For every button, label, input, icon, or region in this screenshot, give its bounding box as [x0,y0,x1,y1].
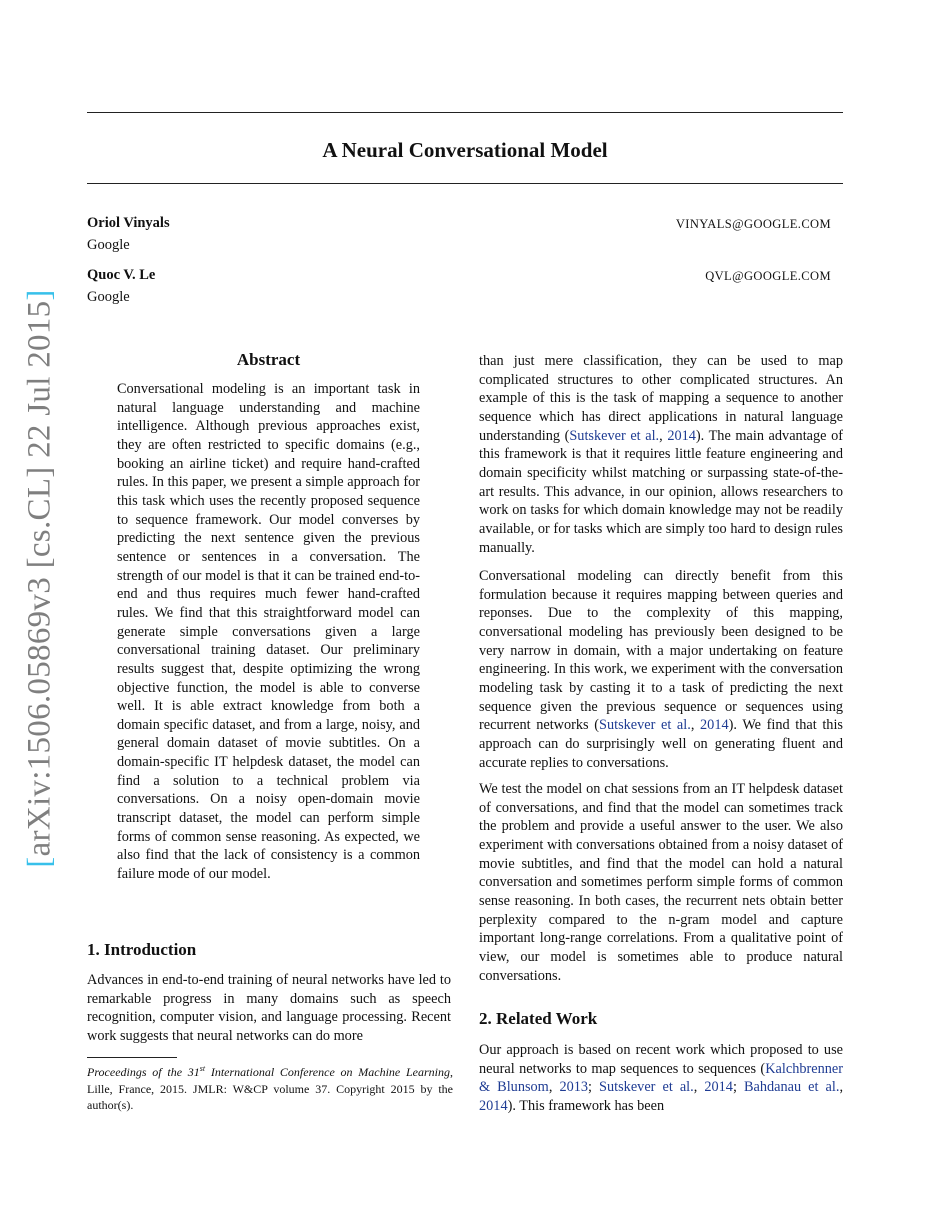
citation-link[interactable]: Sutskever et al. [569,427,660,444]
citation-link[interactable]: Kalchbrenner & Blunsom [479,1060,843,1096]
citation-year-link[interactable]: 2013 [559,1079,589,1096]
author-affiliation: Google [87,289,130,305]
citation-year-link[interactable]: 2014 [667,427,696,444]
section-heading-introduction: 1. Introduction [87,940,197,959]
citation-year-link[interactable]: 2014 [479,1097,508,1114]
arxiv-stamp[interactable]: [arXiv:1506.05869v3 [cs.CL] 22 Jul 2015] [21,288,58,868]
arxiv-id: arXiv:1506.05869v3 [cs.CL] 22 Jul 2015 [21,300,58,856]
body-paragraph: We test the model on chat sessions from an IT helpdesk dataset of conversations, and find that the model can sometimes track the problem and provide a useful answer to the user. We also experiment with conversations obtained from a noisy dataset of movie subtitles, and find that the model can hold a natural conversation and sometimes perform simple forms of common sense reasoning. In both cases, the recurrent nets obtain better perplexity compared to the n-gram model and capture important long-range correlations. From a qualitative point of view, our model is sometimes able to produce natural conversations. [479,781,843,984]
footnote: Proceedings of the 31st International Conference on Machine Learning, Lille, France, 2015. JMLR: W&CP volume 37. Copyright 2015 by the author(s). [87,1064,454,1113]
body-paragraph: Our approach is based on recent work which proposed to use neural networks to map sequences to sequences (Kalchbrenner & Blunsom, 2013; Sutskever et al., 2014; Bahdanau et al., 2014). This framework has been [479,1042,844,1114]
citation-year-link[interactable]: 2014 [700,717,729,734]
body-paragraph: Conversational modeling can directly benefit from this formulation because it requires mapping between queries and reponses. Due to the complexity of this mapping, conversational modeling has previously been designed to be very narrow in domain, with a major undertaking on feature engineering. In this work, we experiment with the conversation modeling task by casting it to a task of predicting the next sequence given the previous sequence or sequences using recurrent networks (Sutskever et al., 2014). We find that this approach can do surprisingly well on generating fluent and accurate replies to conversations. [479,568,843,771]
paper-title: A Neural Conversational Model [322,138,608,162]
citation-link[interactable]: Sutskever et al. [599,1079,694,1096]
title-bottom-rule [87,183,843,184]
citation-link[interactable]: Sutskever et al. [599,717,691,734]
author-name: Oriol Vinyals [87,215,170,231]
citation-year-link[interactable]: 2014 [704,1079,733,1096]
section-heading-related-work: 2. Related Work [479,1009,598,1028]
citation-link[interactable]: Bahdanau et al. [743,1079,840,1096]
intro-paragraph: Advances in end-to-end training of neural networks have led to remarkable progress in many domains such as speech recognition, computer vision, and language processing. Recent work suggests that neural networks can do more [87,972,451,1044]
author-email[interactable]: QVL@GOOGLE.COM [705,269,831,283]
title-top-rule [87,112,843,113]
abstract-text: Conversational modeling is an important task in natural language understanding and machine intelligence. Although previous approaches exist, they are often restricted to specific domains (e.g., booking an airline ticket) and require hand-crafted rules. In this paper, we present a simple approach for this task which uses the recently proposed sequence to sequence framework. Our model converses by predicting the next sentence given the previous sentence or sentences in a conversation. The strength of our model is that it can be trained end-to-end and thus requires much fewer hand-crafted rules. We find that this straightforward model can generate simple conversations given a large conversational training dataset. Our preliminary results suggest that, despite optimizing the wrong objective function, the model is able to converse well. It is able extract knowledge from both a domain specific dataset, and from a large, noisy, and general domain dataset of movie subtitles. On a domain-specific IT helpdesk dataset, the model can find a solution to a technical problem via conversations. On a noisy open-domain movie transcript dataset, the model can perform simple forms of common sense reasoning. As expected, we also find that the lack of consistency is a common failure mode of our model. [117,381,420,883]
body-paragraph: than just mere classification, they can be used to map complicated structures to other complicated structures. An example of this is the task of mapping a sequence to another sequence which has direct applications in natural language understanding (Sutskever et al., 2014). The main advantage of this framework is that it requires little feature engineering and domain specificity whilst matching or surpassing state-of-the-art results. This advance, in our opinion, allows researchers to work on tasks for which domain knowledge may not be readily available, or for tasks which are simply too hard to design rules manually. [479,353,844,556]
author-affiliation: Google [87,237,130,253]
footnote-rule [87,1057,177,1058]
author-name: Quoc V. Le [87,267,156,283]
author-email[interactable]: VINYALS@GOOGLE.COM [675,217,831,231]
abstract-heading: Abstract [236,350,301,369]
